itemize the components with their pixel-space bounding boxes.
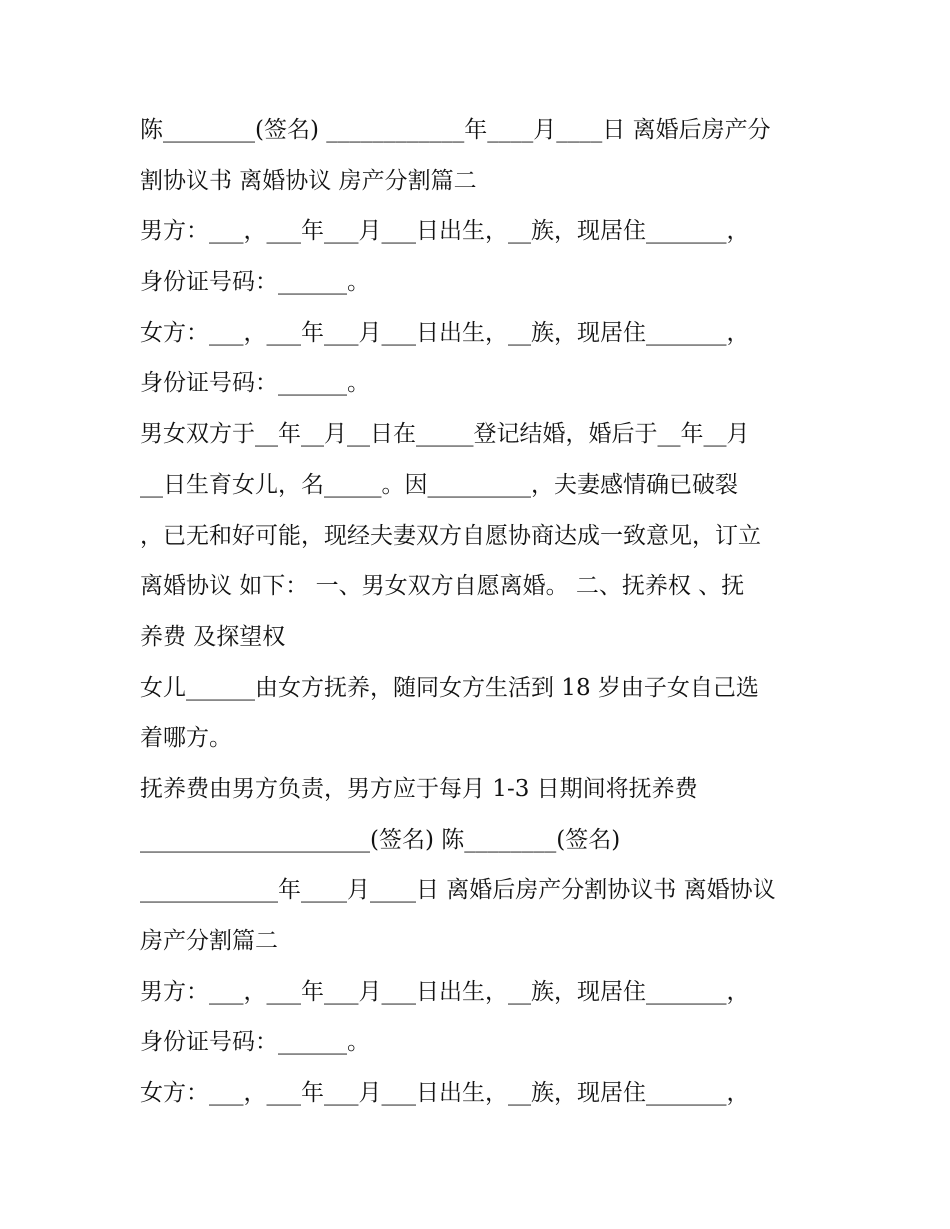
text-line: 男方：___，___年___月___日出生，__族，现居住_______， — [140, 978, 750, 1005]
text-line: 离婚协议 如下： 一、男女双方自愿离婚。 二、抚养权 、抚 — [140, 573, 745, 600]
text-line: ____________年____月____日 离婚后房产分割协议书 离婚协议 — [140, 877, 776, 904]
text-line: 身份证号码：______。 — [140, 269, 370, 296]
document-body — [140, 105, 820, 1119]
text-line: 女方：___，___年___月___日出生，__族，现居住_______， — [140, 1080, 750, 1107]
text-line: 房产分割篇二 — [140, 928, 278, 954]
text-line: 女儿______由女方抚养，随同女方生活到 18 岁由子女自己选 — [140, 674, 759, 701]
text-line: 养费 及探望权 — [140, 623, 286, 650]
text-line: 陈________(签名) ____________年____月____日 离婚后房产分 — [140, 117, 771, 143]
text-line: ，已无和好可能，现经夫妻双方自愿协商达成一致意见，订立 — [140, 522, 761, 549]
text-line: 割协议书 离婚协议 房产分割篇二 — [140, 167, 477, 194]
text-line: 着哪方。 — [140, 725, 232, 752]
text-line: 男女双方于__年__月__日在_____登记结婚，婚后于__年__月 — [140, 421, 750, 448]
text-line: 男方：___，___年___月___日出生，__族，现居住_______， — [140, 218, 750, 245]
text-line: __日生育女儿，名_____。因_________，夫妻感情确已破裂 — [140, 471, 738, 498]
text-line: 抚养费由男方负责，男方应于每月 1-3 日期间将抚养费 — [140, 775, 698, 802]
text-line: 女方：___，___年___月___日出生，__族，现居住_______， — [140, 319, 750, 346]
text-line: ____________________(签名) 陈________(签名) — [140, 826, 621, 853]
text-line: 身份证号码：______。 — [140, 370, 370, 397]
text-line: 身份证号码：______。 — [140, 1029, 370, 1056]
